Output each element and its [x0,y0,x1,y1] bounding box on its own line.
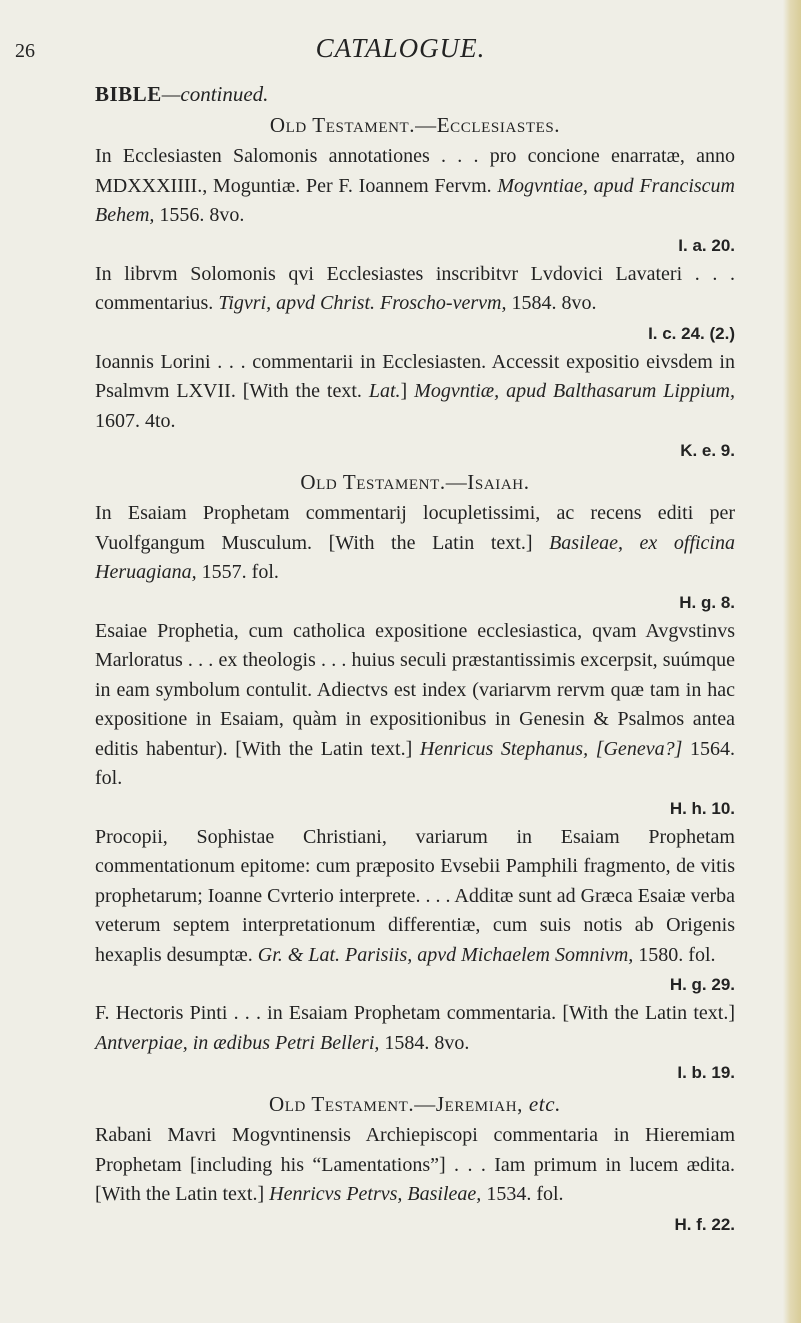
entry-text: 1557. fol. [196,561,279,583]
shelfmark: I. a. 20. [678,235,735,255]
entry-imprint: Lat. [368,380,401,402]
entry-text: Rabani Mavri Mogvntinensis Archiepiscopi commentaria in Hieremiam Prophetam [including his “Lamentations”] . . . Iam primum in lucem ædita. [With the Latin text.] [95,1124,735,1205]
catalogue-entry [95,348,735,466]
section-name: BIBLE [95,82,162,106]
entry-text: 1584. 8vo. [379,1031,470,1054]
entry-text: 1556. 8vo. [154,204,245,226]
entry-imprint: Antverpiae, in ædibus Petri Belleri, [95,1031,380,1054]
entry-text: In librvm Solomonis qvi Ecclesiastes inscribitvr Lvdovici Lavateri . . . commentarius. [95,262,735,314]
entry-imprint: Henricus Stephanus, [Geneva?] [419,737,683,760]
group-heading-text: Old Testament.—Ecclesiastes. [269,113,561,137]
shelfmark: H. h. 10. [669,798,735,818]
section-continued: —continued. [161,82,269,106]
section-title [95,82,268,107]
entry-imprint: Basileae, ex officina Heruagiana, [95,531,735,583]
group-heading [95,465,735,499]
shelfmark: H. g. 8. [679,592,735,612]
entry-text: In Esaiam Prophetam commentarij locupletissimi, ac recens editi per Vuolfgangum Musculum. [With the Latin text.] [95,502,735,554]
entry-imprint: Gr. & Lat. Parisiis, apvd Michaelem Somnivm, [257,943,634,966]
catalogue-entry [95,617,735,823]
catalogue-entry [95,499,735,617]
entry-imprint: Henricvs Petrvs, Basileae, [269,1183,482,1205]
entry-text: Esaiae Prophetia, cum catholica expositione ecclesiastica, qvam Avgvstinvs Marloratus . . . ex theologis . . . huius seculi præstantissimis excerpsit, suúmque in eam symbolum contulit. Adiectvs est index (variarvm rervm quæ tam in hac expositione in Esaiam, quàm in expositionibus in Genesin & Psalmos antea editis habentur). [With the Latin text.] [95,619,735,760]
entry-text: F. Hectoris Pinti . . . in Esaiam Prophetam commentaria. [With the Latin text.] [95,1002,735,1024]
entry-text: ] [400,380,415,402]
entry-imprint: Tigvri, apvd Christ. Froscho-vervm, [218,292,507,314]
group-heading-suffix: etc. [523,1092,562,1116]
entry-text: 1564. fol. [95,737,735,789]
catalogue-entries [95,108,735,1239]
shelfmark: H. g. 29. [669,975,735,994]
entry-imprint: Mogvntiae, apud Franciscum Behem, [95,174,735,226]
group-heading [95,1087,735,1121]
entry-imprint: Mogvntiæ, apud Balthasarum Lippium, [414,380,735,402]
catalogue-entry [95,142,735,260]
shelfmark: K. e. 9. [680,441,735,460]
entry-text: 1584. 8vo. [506,292,597,314]
catalogue-entry [95,999,735,1087]
page-number: 26 [15,40,35,62]
group-heading-text: Old Testament.—Jeremiah, [268,1092,524,1116]
entry-text: In Ecclesiasten Salomonis annotationes . . . pro concione enarratæ, anno MDXXXIIII., Moguntiæ. Per F. Ioannem Fervm. [95,145,735,197]
shelfmark: H. f. 22. [674,1214,735,1234]
catalogue-entry [95,1121,735,1239]
group-heading [95,108,735,142]
entry-text: Procopii, Sophistae Christiani, variarum in Esaiam Prophetam commentationum epitome: cum præposito Evsebii Pamphili fragmento, de vitis prophetarum; Ioanne Cvrterio interprete. . . . Additæ sunt ad Græca Esaiæ verba veterum septem interpretationum differentiæ, cum suis notis ab Origenis hexaplis desumptæ. [95,825,735,966]
group-heading-text: Old Testament.—Isaiah. [300,470,530,494]
entry-text: Ioannis Lorini . . . commentarii in Ecclesiasten. Accessit expositio eivsdem in Psalmvm LXVII. [With the text. [95,350,735,402]
shelfmark: I. c. 24. (2.) [648,323,735,343]
catalogue-entry [95,260,735,348]
entry-text: 1580. fol. [633,943,716,966]
running-head: CATALOGUE. [315,33,486,63]
entry-text: 1607. 4to. [95,409,176,432]
entry-text: 1534. fol. [481,1183,564,1205]
catalogue-entry [95,823,735,1000]
shelfmark: I. b. 19. [677,1063,735,1082]
